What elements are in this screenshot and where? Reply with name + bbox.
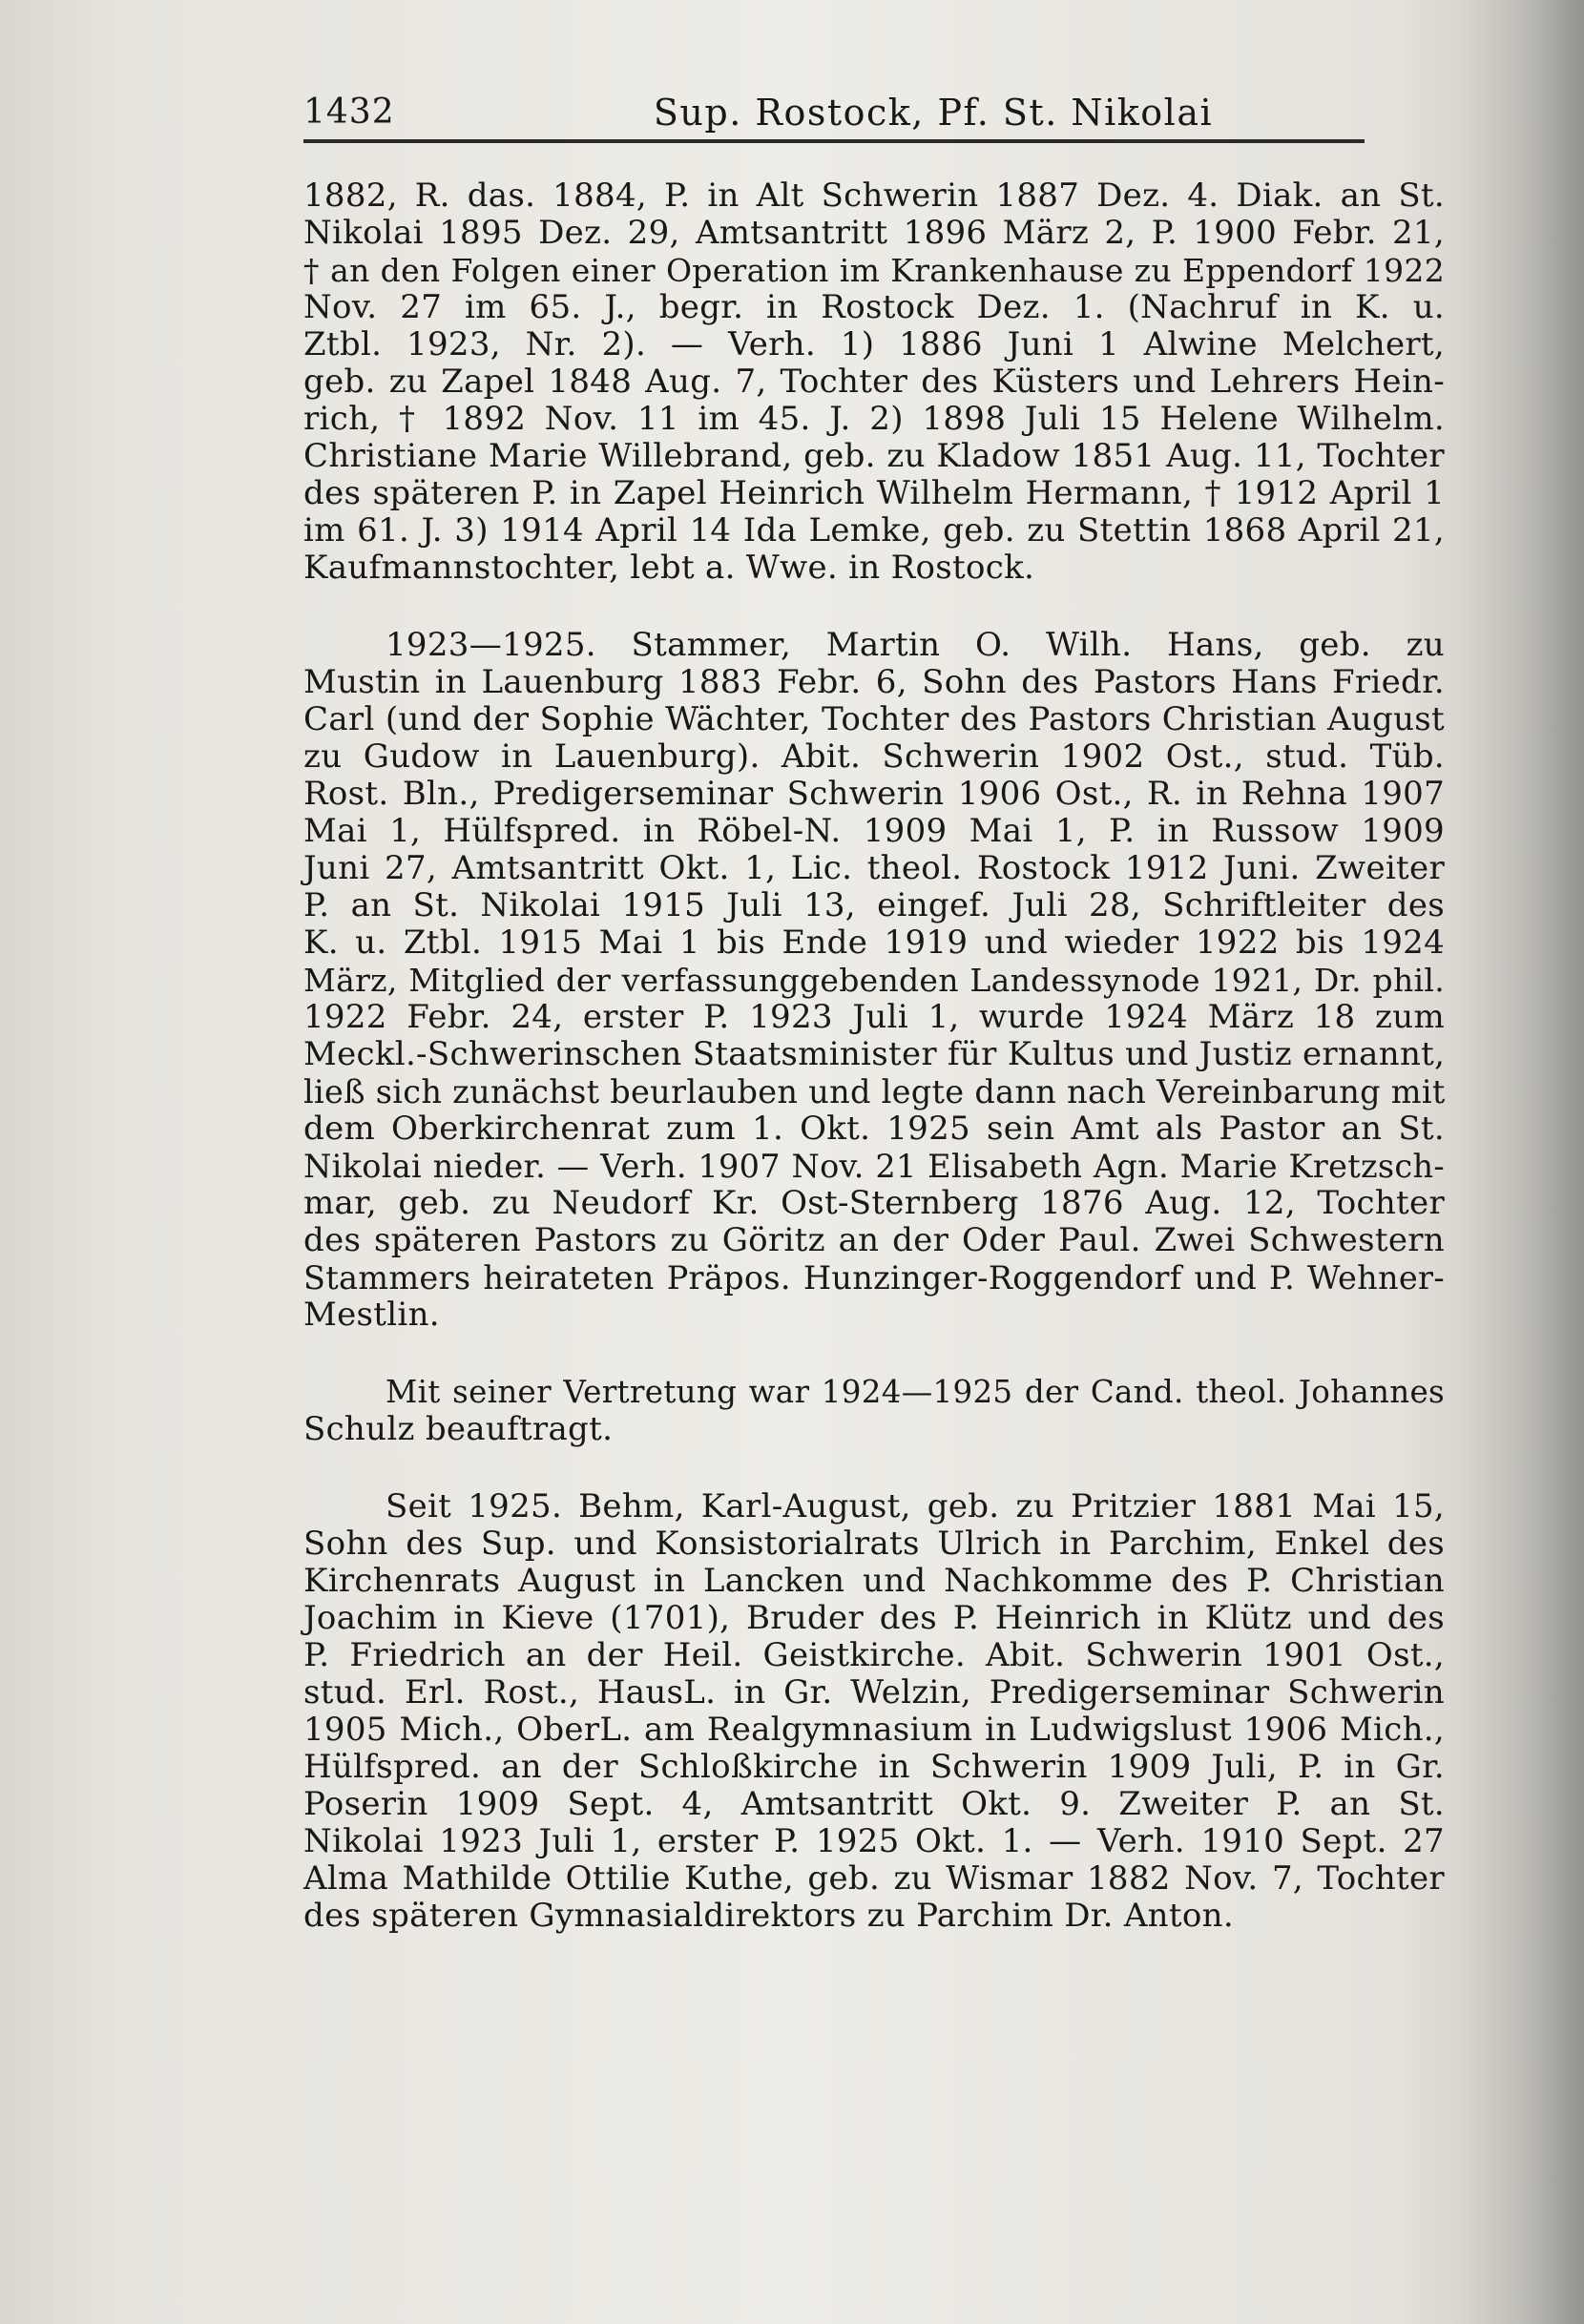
text-line: Sohn des Sup. und Konsistorialrats Ulrich in Parchim, Enkel des	[303, 1525, 1445, 1563]
text-line: P. Friedrich an der Heil. Geistkirche. Abit. Schwerin 1901 Ost.,	[303, 1636, 1445, 1674]
text-line: Christiane Marie Willebrand, geb. zu Kladow 1851 Aug. 11, Tochter	[303, 437, 1445, 475]
page-number: 1432	[303, 93, 395, 132]
body-text	[303, 177, 1468, 1935]
text-line: Alma Mathilde Ottilie Kuthe, geb. zu Wismar 1882 Nov. 7, Tochter	[303, 1859, 1445, 1898]
text-line: Meckl.-Schwerinschen Staatsminister für Kultus und Justiz ernannt,	[303, 1035, 1446, 1073]
text-line: Rost. Bln., Predigerseminar Schwerin 1906 Ost., R. in Rehna 1907	[303, 775, 1445, 813]
text-line: Juni 27, Amtsantritt Okt. 1, Lic. theol. Rostock 1912 Juni. Zweiter	[303, 849, 1445, 887]
paragraph-behm	[303, 1488, 1449, 1935]
text-line: Mustin in Lauenburg 1883 Febr. 6, Sohn des Pastors Hans Friedr.	[303, 663, 1445, 701]
page-edge-shadow	[1460, 0, 1584, 2324]
text-line: Joachim in Kieve (1701), Bruder des P. Heinrich in Klütz und des	[303, 1599, 1445, 1637]
page-header	[303, 92, 1363, 137]
text-line: im 61. J. 3) 1914 April 14 Ida Lemke, geb. zu Stettin 1868 April 21,	[303, 511, 1445, 550]
text-line: geb. zu Zapel 1848 Aug. 7, Tochter des Küsters und Lehrers Hein-	[303, 363, 1445, 401]
text-line: † an den Folgen einer Operation im Krankenhause zu Eppendorf 1922	[303, 252, 1445, 289]
text-line: März, Mitglied der verfassunggebenden Landessynode 1921, Dr. phil.	[303, 962, 1445, 999]
text-line: Carl (und der Sophie Wächter, Tochter des Pastors Christian August	[303, 700, 1445, 738]
text-line: ließ sich zunächst beurlauben und legte dann nach Vereinbarung mit	[303, 1073, 1446, 1110]
text-line: Mestlin.	[303, 1296, 440, 1334]
text-line: Seit 1925. Behm, Karl-August, geb. zu Pritzier 1881 Mai 15,	[386, 1487, 1445, 1525]
text-line: mar, geb. zu Neudorf Kr. Ost-Sternberg 1876 Aug. 12, Tochter	[303, 1184, 1445, 1222]
text-line: Schulz beauftragt.	[303, 1410, 614, 1448]
paragraph-continuation	[303, 177, 1449, 587]
text-line: Mai 1, Hülfspred. in Röbel-N. 1909 Mai 1, P. in Russow 1909	[303, 812, 1445, 850]
text-line: des späteren P. in Zapel Heinrich Wilhelm Hermann, † 1912 April 1	[303, 474, 1445, 512]
text-line: 1922 Febr. 24, erster P. 1923 Juli 1, wurde 1924 März 18 zum	[303, 998, 1445, 1036]
text-line: Kirchenrats August in Lancken und Nachkomme des P. Christian	[303, 1562, 1445, 1600]
text-line: Ztbl. 1923, Nr. 2). — Verh. 1) 1886 Juni 1 Alwine Melchert,	[303, 325, 1445, 363]
text-line: Hülfspred. an der Schloßkirche in Schwerin 1909 Juli, P. in Gr.	[303, 1748, 1445, 1786]
text-line: 1882, R. das. 1884, P. in Alt Schwerin 1887 Dez. 4. Diak. an St.	[303, 176, 1445, 215]
running-head: Sup. Rostock, Pf. St. Nikolai	[653, 92, 1214, 134]
text-line: K. u. Ztbl. 1915 Mai 1 bis Ende 1919 und wieder 1922 bis 1924	[303, 923, 1445, 962]
text-line: Nikolai 1923 Juli 1, erster P. 1925 Okt. 1. — Verh. 1910 Sept. 27	[303, 1822, 1445, 1860]
text-line: Nov. 27 im 65. J., begr. in Rostock Dez. 1. (Nachruf in K. u.	[303, 288, 1445, 326]
text-line: Nikolai nieder. — Verh. 1907 Nov. 21 Elisabeth Agn. Marie Kretzsch-	[303, 1148, 1445, 1185]
paragraph-vertretung	[303, 1374, 1449, 1448]
text-line: zu Gudow in Lauenburg). Abit. Schwerin 1902 Ost., stud. Tüb.	[303, 737, 1445, 776]
header-rule	[303, 139, 1365, 143]
text-line: rich, † 1892 Nov. 11 im 45. J. 2) 1898 Juli 15 Helene Wilhelm.	[303, 400, 1445, 438]
text-line: Kaufmannstochter, lebt a. Wwe. in Rostock.	[303, 549, 1035, 587]
text-line: dem Oberkirchenrat zum 1. Okt. 1925 sein Amt als Pastor an St.	[303, 1110, 1445, 1148]
text-line: des späteren Pastors zu Göritz an der Oder Paul. Zwei Schwestern	[303, 1221, 1445, 1259]
text-line: Nikolai 1895 Dez. 29, Amtsantritt 1896 März 2, P. 1900 Febr. 21,	[303, 214, 1445, 252]
text-line: stud. Erl. Rost., HausL. in Gr. Welzin, Predigerseminar Schwerin	[303, 1673, 1445, 1712]
text-line: P. an St. Nikolai 1915 Juli 13, eingef. Juli 28, Schriftleiter des	[303, 886, 1445, 924]
text-line: 1905 Mich., OberL. am Realgymnasium in Ludwigslust 1906 Mich.,	[303, 1711, 1445, 1749]
text-line: des späteren Gymnasialdirektors zu Parchim Dr. Anton.	[303, 1897, 1234, 1935]
text-line: Poserin 1909 Sept. 4, Amtsantritt Okt. 9. Zweiter P. an St.	[303, 1785, 1445, 1823]
paragraph-stammer	[303, 627, 1449, 1334]
text-line: Mit seiner Vertretung war 1924—1925 der Cand. theol. Johannes	[386, 1374, 1445, 1410]
text-line: Stammers heirateten Präpos. Hunzinger-Roggendorf und P. Wehner-	[303, 1259, 1445, 1297]
text-line: 1923—1925. Stammer, Martin O. Wilh. Hans, geb. zu	[386, 626, 1445, 664]
